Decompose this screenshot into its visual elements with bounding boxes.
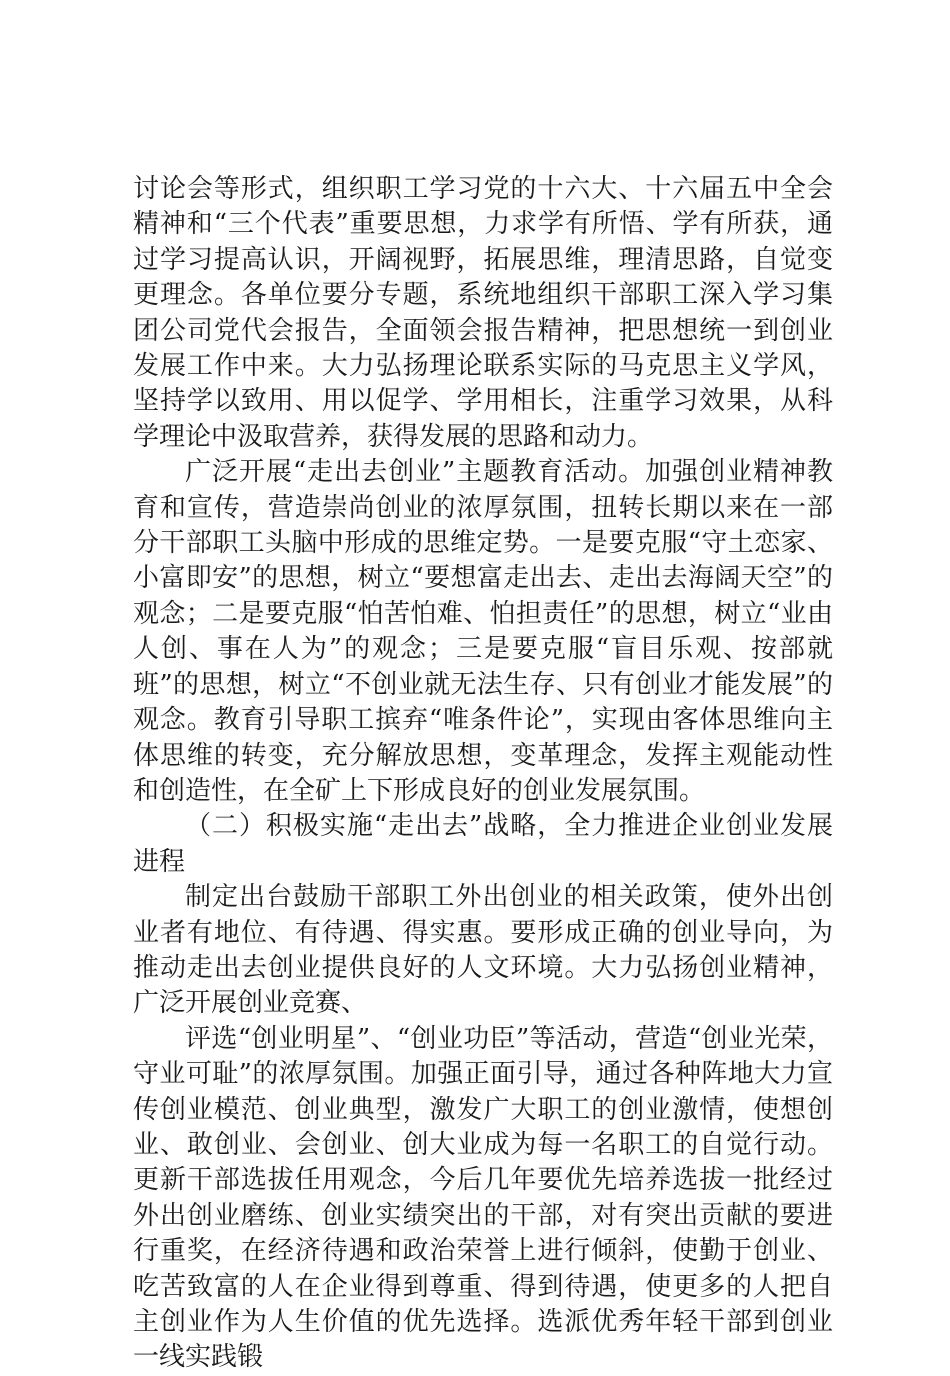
document-body	[133, 172, 833, 1376]
paragraph-selection: 评选“创业明星”、“创业功臣”等活动，营造“创业光荣，守业可耻”的浓厚氛围。加强正面引导，通过各种阵地大力宣传创业模范、创业典型，激发广大职工的创业激情，使想创业、敢创业、会创业、创大业成为每一名职工的自觉行动。更新干部选拔任用观念，今后几年要优先培养选拔一批经过外出创业磨练、创业实绩突出的干部，对有突出贡献的要进行重奖，在经济待遇和政治荣誉上进行倾斜，使勤于创业、吃苦致富的人在企业得到尊重、得到待遇，使更多的人把自主创业作为人生价值的优先选择。选派优秀年轻干部到创业一线实践锻	[133, 1023, 833, 1373]
paragraph-policy: 制定出台鼓励干部职工外出创业的相关政策，使外出创业者有地位、有待遇、得实惠。要形成正确的创业导向，为推动走出去创业提供良好的人文环境。大力弘扬创业精神，广泛开展创业竞赛、	[133, 882, 833, 1019]
section-heading-2: （二）积极实施“走出去”战略，全力推进企业创业发展进程	[133, 811, 833, 877]
paragraph-go-out-education: 广泛开展“走出去创业”主题教育活动。加强创业精神教育和宣传，营造崇尚创业的浓厚氛围，扭转长期以来在一部分干部职工头脑中形成的思维定势。一是要克服“守土恋家、小富即安”的思想，树立“要想富走出去、走出去海阔天空”的观念；二是要克服“怕苦怕难、怕担责任”的思想，树立“业由人创、事在人为”的观念；三是要克服“盲目乐观、按部就班”的思想，树立“不创业就无法生存、只有创业才能发展”的观念。教育引导职工摈弃“唯条件论”，实现由客体思维向主体思维的转变，充分解放思想，变革理念，发挥主观能动性和创造性，在全矿上下形成良好的创业发展氛围。	[133, 457, 833, 806]
paragraph-study-continuation: 讨论会等形式，组织职工学习党的十六大、十六届五中全会精神和“三个代表”重要思想，力求学有所悟、学有所获，通过学习提高认识，开阔视野，拓展思维，理清思路，自觉变更理念。各单位要分专题，系统地组织干部职工深入学习集团公司党代会报告，全面领会报告精神，把思想统一到创业发展工作中来。大力弘扬理论联系实际的马克思主义学风，坚持学以致用、用以促学、学用相长，注重学习效果，从科学理论中汲取营养，获得发展的思路和动力。	[133, 174, 833, 452]
